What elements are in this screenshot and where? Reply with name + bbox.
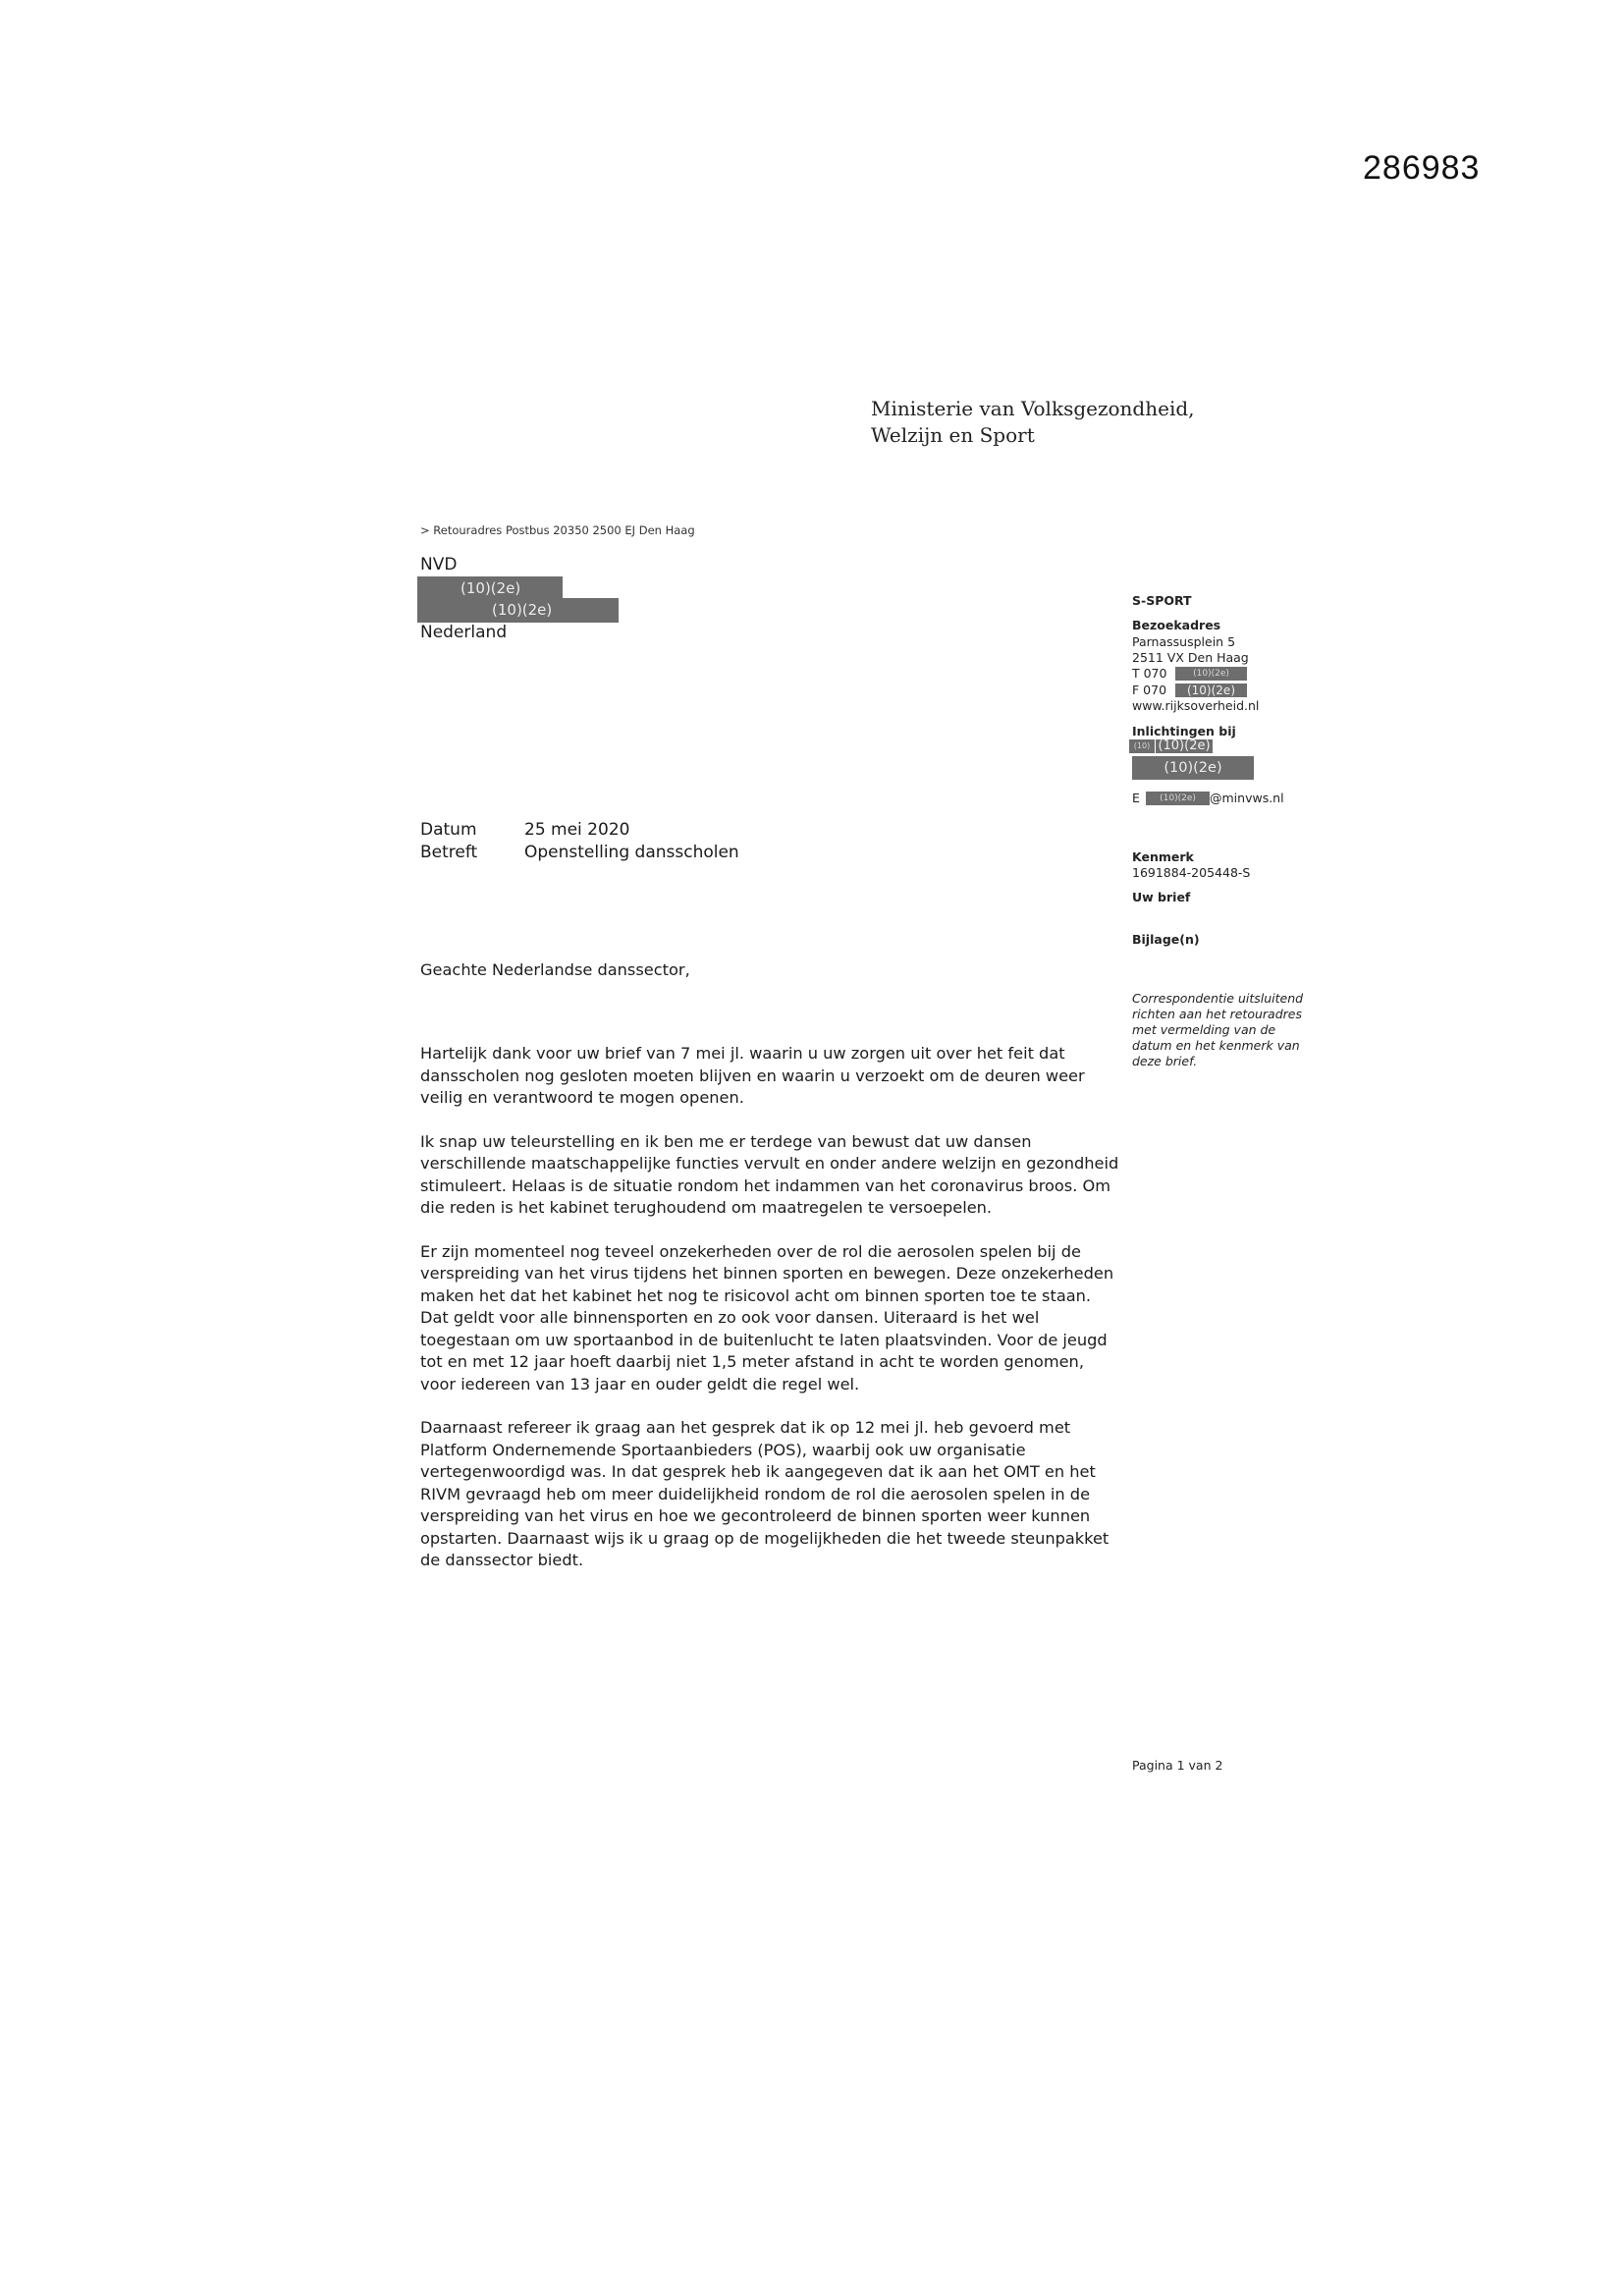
- email-redaction: (10)(2e): [1146, 792, 1210, 805]
- paragraph-1: Hartelijk dank voor uw brief van 7 mei jl. waarin u uw zorgen uit over het feit dat dansscholen nog gesloten moeten blijven en waarin u verzoekt om de deuren weer veilig en verantwoord te mogen openen.: [420, 1044, 1085, 1107]
- recipient-name: NVD: [420, 555, 458, 574]
- info-heading: Inlichtingen bij: [1132, 724, 1236, 738]
- info-redaction-1: (10)(2e): [1156, 739, 1213, 753]
- date-value: 25 mei 2020: [524, 820, 630, 840]
- reference-value: 1691884-205448-S: [1132, 865, 1251, 880]
- your-letter-heading: Uw brief: [1132, 890, 1191, 904]
- reference-heading: Kenmerk: [1132, 849, 1194, 864]
- salutation: Geachte Nederlandse danssector,: [420, 960, 690, 979]
- paragraph-4: Daarnaast refereer ik graag aan het gesprek dat ik op 12 mei jl. heb gevoerd met Platform Ondernemende Sportaanbieders (POS), waarbij ook uw organisatie vertegenwoordigd was. In dat gesprek heb ik aangegeven dat ik aan het OMT en het RIVM gevraagd heb om meer duidelijkheid rondom de rol die aerosolen spelen in de verspreiding van het virus en hoe we gecontroleerd de binnen sporten weer kunnen opstarten. Daarnaast wijs ik u graag op de mogelijkheden die het tweede steunpakket de danssector biedt.: [420, 1418, 1110, 1569]
- page-number: Pagina 1 van 2: [1132, 1758, 1223, 1773]
- return-address: > Retouradres Postbus 20350 2500 EJ Den Haag: [420, 523, 695, 537]
- website: www.rijksoverheid.nl: [1132, 698, 1260, 713]
- phone-prefix: T 070: [1132, 666, 1167, 681]
- email-prefix: E: [1132, 791, 1140, 805]
- letter-body: [420, 1043, 1119, 1594]
- correspondence-note: Correspondentie uitsluitend richten aan het retouradres met vermelding van de datum en het kenmerk van deze brief.: [1132, 991, 1304, 1068]
- ministry-line-1: Ministerie van Volksgezondheid,: [871, 397, 1195, 420]
- ministry-logo-text: [871, 396, 1195, 449]
- visit-address-heading: Bezoekadres: [1132, 618, 1221, 632]
- phone-redaction: (10)(2e): [1175, 667, 1247, 681]
- ministry-line-2: Welzijn en Sport: [871, 423, 1035, 447]
- subject-label: Betreft: [420, 843, 478, 862]
- recipient-redaction-1: (10)(2e): [417, 576, 563, 601]
- date-label: Datum: [420, 820, 477, 840]
- info-redaction-2: (10)(2e): [1132, 756, 1254, 780]
- visit-postcode-city: 2511 VX Den Haag: [1132, 650, 1249, 665]
- paragraph-2: Ik snap uw teleurstelling en ik ben me er terdege van bewust dat uw dansen verschillende maatschappelijke functies vervult en onder andere welzijn en gezondheid stimuleert. Helaas is de situatie rondom het indammen van het coronavirus broos. Om die reden is het kabinet terughoudend om maatregelen te versoepelen.: [420, 1131, 1119, 1217]
- recipient-country: Nederland: [420, 623, 508, 642]
- visit-street: Parnassusplein 5: [1132, 634, 1236, 649]
- fax-prefix: F 070: [1132, 683, 1167, 697]
- paragraph-3: Er zijn momenteel nog teveel onzekerheden over de rol die aerosolen spelen bij de verspreiding van het virus tijdens het binnen sporten en bewegen. Deze onzekerheden maken het dat het kabinet het nog te risicovol acht om binnen sporten toe te staan. Dat geldt voor alle binnensporten en zo ook voor dansen. Uiteraard is het wel toegestaan om uw sportaanbod in de buitenlucht te laten plaatsvinden. Voor de jeugd tot en met 12 jaar hoeft daarbij niet 1,5 meter afstand in acht te worden genomen, voor iedereen van 13 jaar en ouder geldt die regel wel.: [420, 1241, 1114, 1394]
- document-number: 286983: [1363, 149, 1481, 187]
- subject-value: Openstelling dansscholen: [524, 843, 739, 862]
- info-redaction-small: (10): [1129, 739, 1155, 753]
- email-suffix: @minvws.nl: [1210, 791, 1284, 805]
- attachments-heading: Bijlage(n): [1132, 932, 1200, 947]
- fax-redaction: (10)(2e): [1175, 683, 1247, 697]
- recipient-redaction-2: (10)(2e): [417, 598, 619, 623]
- department-label: S-SPORT: [1132, 593, 1192, 608]
